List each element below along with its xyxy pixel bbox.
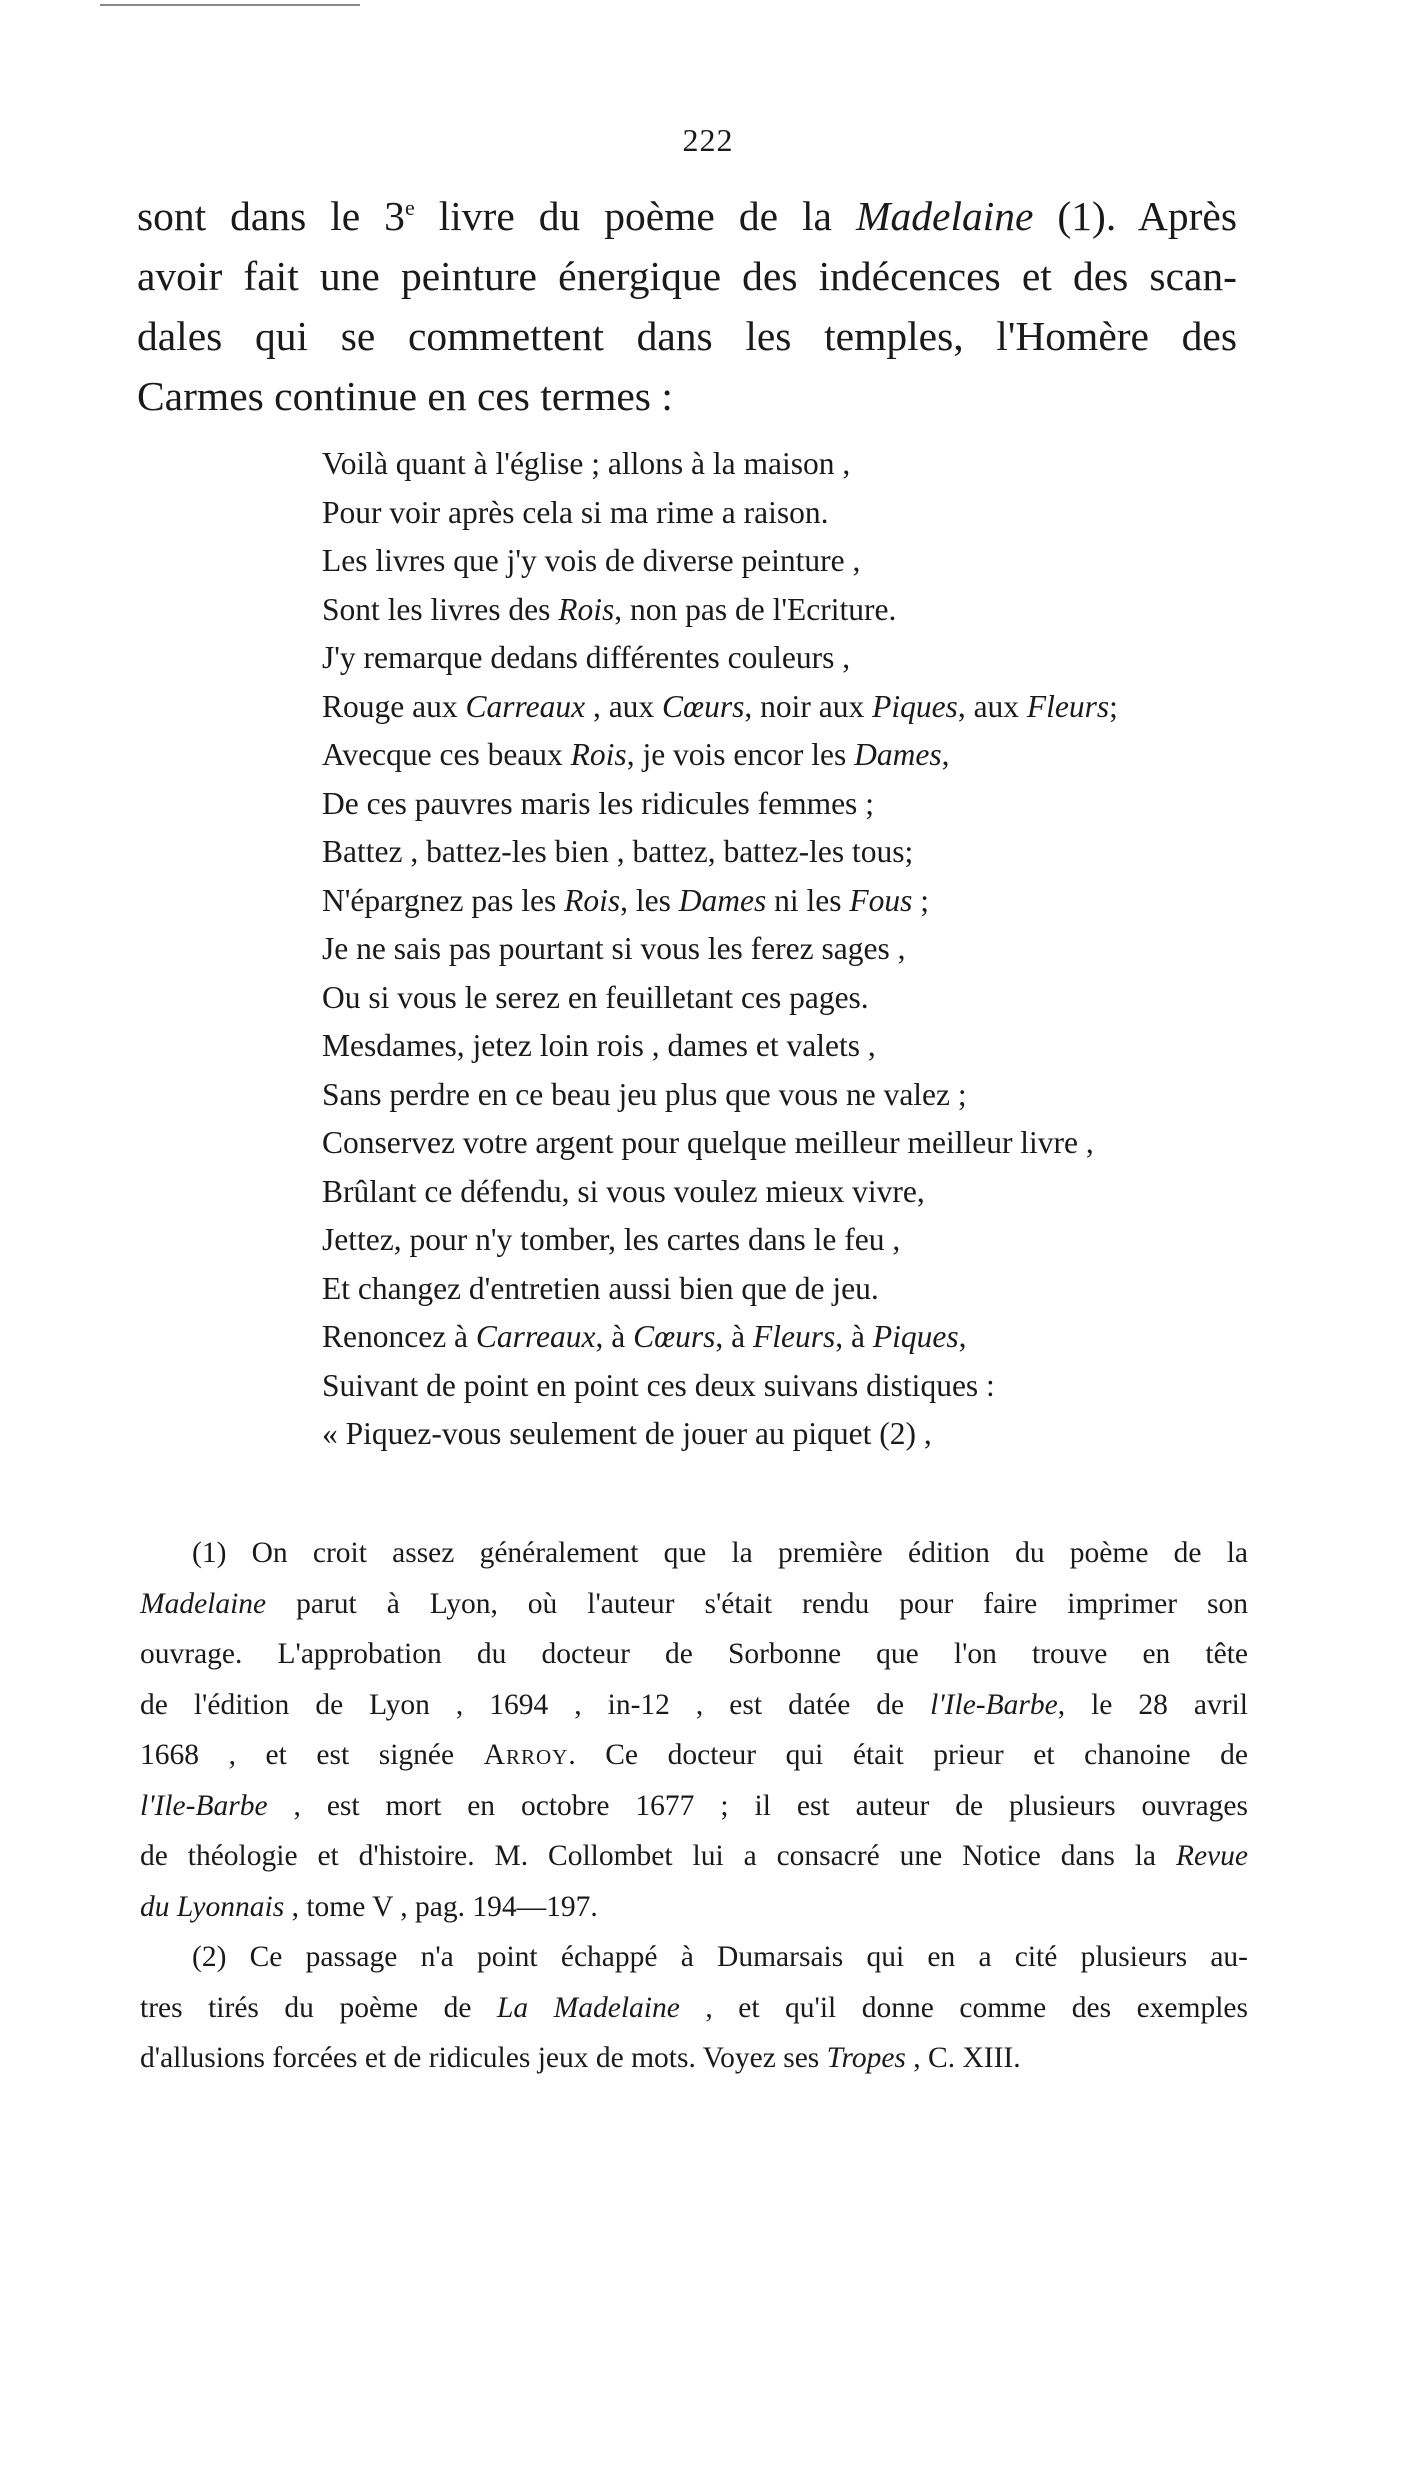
intro-text: livre du poème de la <box>414 192 856 239</box>
intro-text: (1). Après <box>1033 192 1238 239</box>
footnote-line: tres tirés du poème de La Madelaine , et qu'il donne comme des exemples <box>140 1991 1248 2024</box>
italic-term: l'Ile-Barbe <box>140 1789 268 1822</box>
page-number: 222 <box>682 122 734 158</box>
footnote-line: 1668 , et est signée Arroy. Ce docteur qui était prieur et chanoine de <box>140 1739 1248 1771</box>
intro-line: Carmes continue en ces termes : <box>137 372 673 419</box>
italic-term: Dames <box>854 737 942 772</box>
poem-verse: Suivant de point en point ces deux suivans distiques : <box>322 1367 995 1403</box>
poem-verse: Sont les livres des Rois, non pas de l'Ecriture. <box>322 591 897 627</box>
poem-verse: Conservez votre argent pour quelque meilleur meilleur livre , <box>322 1125 1094 1160</box>
intro-text: sont dans le 3 <box>137 192 405 239</box>
footnotes <box>140 1528 1248 2084</box>
poem-verse: Renoncez à Carreaux, à Cœurs, à Fleurs, à Piques, <box>322 1319 967 1354</box>
poem-verse: Avecque ces beaux Rois, je vois encor les Dames, <box>322 737 950 772</box>
footnote-line: du Lyonnais , tome V , pag. 194—197. <box>140 1890 598 1923</box>
italic-term: Revue <box>1175 1840 1248 1872</box>
small-caps-name: Arroy <box>483 1739 569 1771</box>
poem-verse: Jettez, pour n'y tomber, les cartes dans le feu , <box>322 1222 901 1257</box>
intro-line <box>137 178 1237 246</box>
footnote-line: ouvrage. L'approbation du docteur de Sorbonne que l'on trouve en tête <box>140 1638 1248 1670</box>
intro-line: dales qui se commettent dans les temples, l'Homère des <box>137 312 1237 359</box>
italic-term: Rois <box>558 591 615 627</box>
poem-verse: Ou si vous le serez en feuilletant ces pages. <box>322 979 869 1015</box>
intro-paragraph <box>137 178 1237 426</box>
footnote-line: Madelaine parut à Lyon, où l'auteur s'était rendu pour faire imprimer son <box>140 1587 1248 1620</box>
italic-term: Fleurs <box>753 1319 836 1354</box>
intro-superscript: e <box>404 195 415 220</box>
italic-term: Piques <box>872 688 958 724</box>
italic-term: Dames <box>678 882 767 918</box>
poem-block <box>322 440 1222 1459</box>
poem-verse: J'y remarque dedans différentes couleurs , <box>322 640 851 675</box>
footnote-line: de théologie et d'histoire. M. Collombet lui a consacré une Notice dans la Revue <box>140 1840 1248 1872</box>
footnote-line: d'allusions forcées et de ridicules jeux de mots. Voyez ses Tropes , C. XIII. <box>140 2042 1021 2074</box>
italic-term: Cœurs <box>633 1319 716 1354</box>
italic-term: Rois <box>564 882 621 918</box>
italic-term: Piques <box>872 1319 959 1354</box>
poem-verse: Pour voir après cela si ma rime a raison. <box>322 494 829 530</box>
poem-verse: Et changez d'entretien aussi bien que de jeu. <box>322 1270 879 1306</box>
italic-term: Fous <box>849 882 913 918</box>
intro-line: avoir fait une peinture énergique des indécences et des scan- <box>137 252 1237 299</box>
footnote-line: (1) On croit assez généralement que la première édition du poème de la <box>192 1537 1248 1569</box>
poem-verse: Rouge aux Carreaux , aux Cœurs, noir aux Piques, aux Fleurs; <box>322 688 1118 724</box>
intro-italic-title: Madelaine <box>855 192 1034 239</box>
poem-verse: Brûlant ce défendu, si vous voulez mieux vivre, <box>322 1173 925 1209</box>
italic-term: La Madelaine <box>496 1991 680 2024</box>
top-rule <box>100 4 360 6</box>
italic-term: Cœurs <box>662 688 745 724</box>
poem-verse: De ces pauvres maris les ridicules femmes ; <box>322 785 874 821</box>
italic-term: Rois <box>570 737 627 772</box>
italic-term: Carreaux <box>465 688 586 724</box>
footnote-line: (2) Ce passage n'a point échappé à Dumarsais qui en a cité plusieurs au- <box>192 1941 1248 1973</box>
poem-verse: « Piquez-vous seulement de jouer au piquet (2) , <box>322 1416 932 1451</box>
italic-term: Carreaux <box>475 1319 596 1354</box>
footnote-line: de l'édition de Lyon , 1694 , in-12 , est datée de l'Ile-Barbe, le 28 avril <box>140 1688 1248 1721</box>
italic-term: du Lyonnais <box>140 1890 285 1923</box>
footnote-line: l'Ile-Barbe , est mort en octobre 1677 ; il est auteur de plusieurs ouvrages <box>140 1789 1248 1822</box>
poem-verse: Battez , battez-les bien , battez, battez-les tous; <box>322 834 914 869</box>
poem-verse: Mesdames, jetez loin rois , dames et valets , <box>322 1028 876 1063</box>
poem-verse: N'épargnez pas les Rois, les Dames ni les Fous ; <box>322 882 930 918</box>
poem-verse: Voilà quant à l'église ; allons à la maison , <box>322 446 851 481</box>
italic-term: l'Ile-Barbe <box>930 1688 1058 1721</box>
italic-term: Fleurs <box>1026 688 1110 724</box>
poem-verse: Sans perdre en ce beau jeu plus que vous ne valez ; <box>322 1076 967 1112</box>
poem-verse: Les livres que j'y vois de diverse peinture , <box>322 543 861 578</box>
poem-verse: Je ne sais pas pourtant si vous les ferez sages , <box>322 931 906 966</box>
italic-term: Madelaine <box>140 1587 267 1620</box>
italic-term: Tropes <box>826 2042 906 2074</box>
